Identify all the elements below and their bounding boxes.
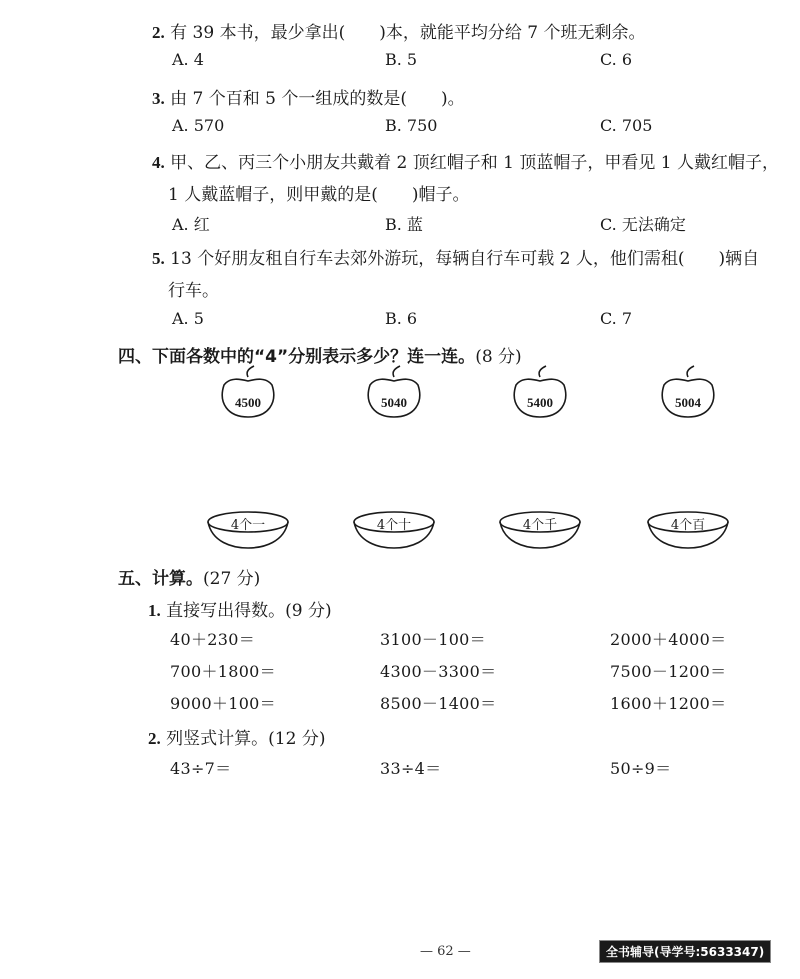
calc-item: 4300－3300＝ <box>380 662 497 681</box>
question-5 <box>152 244 759 269</box>
page-number: — 62 — <box>420 944 471 959</box>
question-text: 甲、乙、丙三个小朋友共戴着 2 顶红帽子和 1 顶蓝帽子，甲看见 1 人戴红帽子， <box>170 153 780 173</box>
apple-2-label: 5040 <box>381 395 407 410</box>
section-5-heading <box>118 564 260 589</box>
bowl-3-label: 4个千 <box>522 518 558 533</box>
apple-stem-icon <box>539 366 546 377</box>
calc-item: 3100－100＝ <box>380 630 486 649</box>
option-b: B. 5 <box>385 50 418 69</box>
option-a: A. 红 <box>172 215 210 234</box>
calc-item: 2000＋4000＝ <box>610 630 727 649</box>
section-title: 五、计算。 <box>118 569 203 589</box>
calc-item: 7500－1200＝ <box>610 662 727 681</box>
question-text-cont: 行车。 <box>168 281 219 301</box>
bowl-2-label: 4个十 <box>376 518 412 533</box>
option-b: B. 750 <box>385 116 438 135</box>
vertical-calc-item: 33÷4＝ <box>380 759 442 778</box>
apple-1-label: 4500 <box>235 395 261 410</box>
subsection-title: 列竖式计算。 <box>166 729 269 749</box>
option-c: C. 6 <box>600 50 633 69</box>
question-number: 5. <box>152 249 165 268</box>
question-number: 4. <box>152 153 165 172</box>
option-c: C. 无法确定 <box>600 215 686 234</box>
vertical-calc-item: 43÷7＝ <box>170 759 232 778</box>
option-b: B. 蓝 <box>385 215 423 234</box>
question-3 <box>152 84 465 109</box>
question-number: 2. <box>152 23 165 42</box>
question-text: 有 39 本书，最少拿出( )本，就能平均分给 7 个班无剩余。 <box>170 23 646 43</box>
question-4 <box>152 148 779 173</box>
apple-stem-icon <box>687 366 694 377</box>
subsection-number: 1. <box>148 601 161 620</box>
question-text: 由 7 个百和 5 个一组成的数是( )。 <box>170 89 465 109</box>
calc-item: 700＋1800＝ <box>170 662 276 681</box>
bowl-1-label: 4个一 <box>230 518 266 533</box>
section-4-heading <box>118 342 522 367</box>
guide-badge: 全书辅导(导学号:5633347) <box>599 940 771 963</box>
option-a: A. 5 <box>172 309 204 328</box>
subsection-number: 2. <box>148 729 161 748</box>
bowl-4-label: 4个百 <box>670 518 706 533</box>
question-2 <box>152 18 645 43</box>
option-b: B. 6 <box>385 309 418 328</box>
calc-item: 8500－1400＝ <box>380 694 497 713</box>
question-text-cont: 1 人戴蓝帽子，则甲戴的是( )帽子。 <box>168 185 470 205</box>
calc-item: 1600＋1200＝ <box>610 694 727 713</box>
subsection-1-heading <box>148 596 332 621</box>
vertical-calc-item: 50÷9＝ <box>610 759 672 778</box>
apple-stem-icon <box>393 366 400 377</box>
question-text: 13 个好朋友租自行车去郊外游玩，每辆自行车可载 2 人，他们需租( )辆自 <box>170 249 760 269</box>
apple-stem-icon <box>247 366 254 377</box>
option-a: A. 4 <box>172 50 204 69</box>
option-a: A. 570 <box>172 116 225 135</box>
section-points: (27 分) <box>203 569 261 589</box>
calc-item: 40＋230＝ <box>170 630 255 649</box>
apple-3-label: 5400 <box>527 395 553 410</box>
calc-item: 9000＋100＝ <box>170 694 276 713</box>
option-c: C. 705 <box>600 116 653 135</box>
section-points: (8 分) <box>475 347 522 367</box>
subsection-points: (9 分) <box>285 601 332 621</box>
subsection-points: (12 分) <box>268 729 326 749</box>
option-c: C. 7 <box>600 309 633 328</box>
section-title: 四、下面各数中的“4”分别表示多少？连一连。 <box>118 347 476 367</box>
subsection-title: 直接写出得数。 <box>166 601 286 621</box>
apple-4-label: 5004 <box>675 395 701 410</box>
question-number: 3. <box>152 89 165 108</box>
subsection-2-heading <box>148 724 325 749</box>
